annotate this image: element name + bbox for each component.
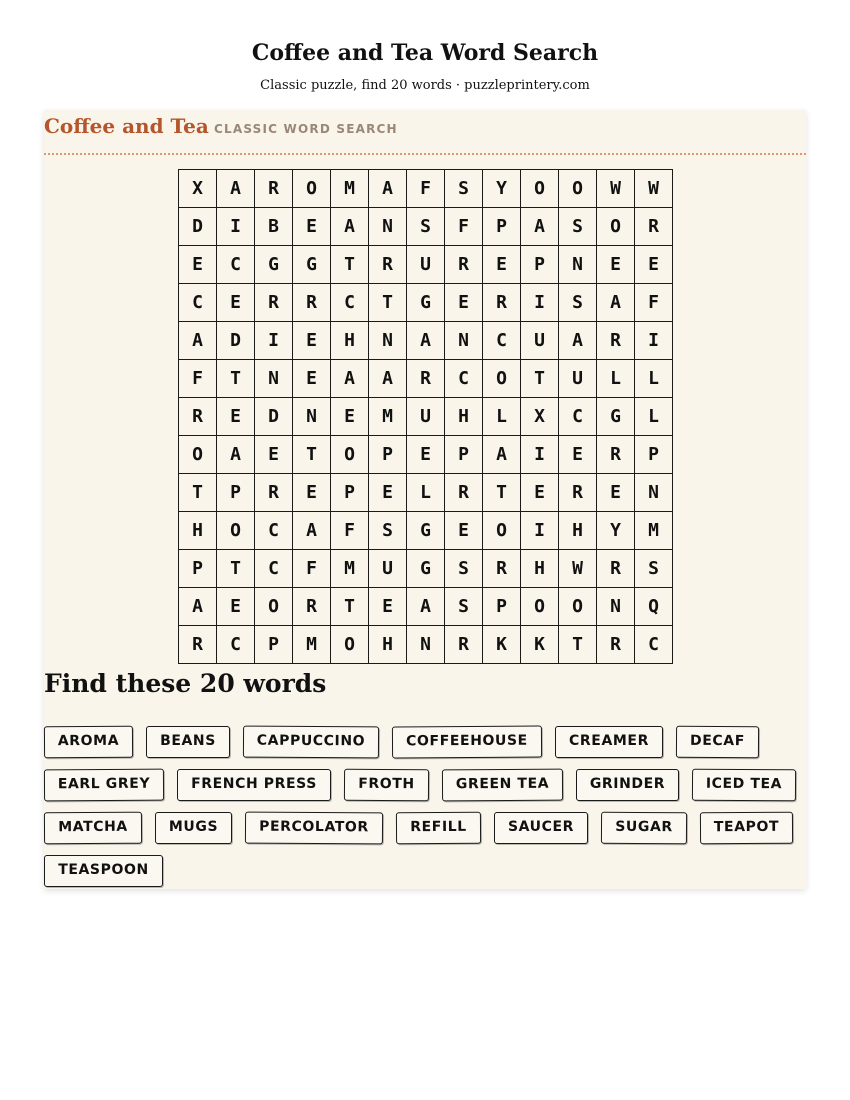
grid-cell[interactable]: F — [445, 208, 483, 246]
grid-cell[interactable]: C — [255, 550, 293, 588]
grid-cell[interactable]: E — [293, 474, 331, 512]
grid-cell[interactable]: C — [217, 246, 255, 284]
grid-cell[interactable]: G — [407, 512, 445, 550]
grid-cell[interactable]: R — [445, 474, 483, 512]
grid-cell[interactable]: K — [521, 626, 559, 664]
word-chip[interactable]: EARL GREY — [44, 769, 164, 802]
grid-cell[interactable]: G — [597, 398, 635, 436]
grid-cell[interactable]: G — [407, 284, 445, 322]
grid-cell[interactable]: N — [445, 322, 483, 360]
grid-cell[interactable]: A — [331, 360, 369, 398]
grid-cell[interactable]: R — [179, 626, 217, 664]
grid-cell[interactable]: C — [179, 284, 217, 322]
card-header — [44, 110, 806, 155]
puzzle-brand: Coffee and Tea — [44, 114, 209, 138]
word-chip[interactable]: DECAF — [676, 726, 759, 759]
grid-cell[interactable]: R — [445, 246, 483, 284]
grid-cell[interactable]: P — [521, 246, 559, 284]
grid-cell[interactable]: M — [369, 398, 407, 436]
grid-cell[interactable]: A — [179, 322, 217, 360]
grid-cell[interactable]: N — [597, 588, 635, 626]
grid-cell[interactable]: E — [521, 474, 559, 512]
grid-cell[interactable]: E — [407, 436, 445, 474]
page-subtitle: Classic puzzle, find 20 words · puzzleprintery.com — [260, 78, 590, 93]
grid-cell[interactable]: E — [597, 474, 635, 512]
grid-cell[interactable]: C — [445, 360, 483, 398]
word-chip[interactable]: SAUCER — [494, 812, 588, 844]
grid-cell[interactable]: W — [597, 170, 635, 208]
grid-cell[interactable]: M — [635, 512, 673, 550]
grid-cell[interactable]: C — [559, 398, 597, 436]
grid-cell[interactable]: P — [445, 436, 483, 474]
grid-cell[interactable]: A — [597, 284, 635, 322]
word-chip[interactable]: ICED TEA — [692, 769, 796, 802]
grid-cell[interactable]: D — [179, 208, 217, 246]
grid-cell[interactable]: I — [521, 284, 559, 322]
grid-cell[interactable]: O — [331, 436, 369, 474]
word-chip[interactable]: TEASPOON — [44, 855, 163, 887]
grid-cell[interactable]: L — [407, 474, 445, 512]
grid-cell[interactable]: S — [369, 512, 407, 550]
grid-cell[interactable]: R — [445, 626, 483, 664]
grid-cell[interactable]: H — [559, 512, 597, 550]
puzzle-kicker: CLASSIC WORD SEARCH — [214, 122, 398, 136]
grid-cell[interactable]: S — [445, 170, 483, 208]
grid-cell[interactable]: A — [369, 360, 407, 398]
grid-cell[interactable]: N — [635, 474, 673, 512]
grid-cell[interactable]: C — [483, 322, 521, 360]
grid-cell[interactable]: R — [483, 284, 521, 322]
grid-cell[interactable]: F — [331, 512, 369, 550]
grid-cell[interactable]: P — [255, 626, 293, 664]
grid-cell[interactable]: P — [217, 474, 255, 512]
grid-cell[interactable]: H — [369, 626, 407, 664]
grid-cell[interactable]: R — [635, 208, 673, 246]
grid-cell[interactable]: W — [635, 170, 673, 208]
grid-cell[interactable]: E — [369, 474, 407, 512]
grid-cell[interactable]: Q — [635, 588, 673, 626]
word-chip[interactable]: CREAMER — [555, 726, 663, 758]
grid-cell[interactable]: F — [407, 170, 445, 208]
grid-cell[interactable]: O — [217, 512, 255, 550]
grid-cell[interactable]: L — [635, 398, 673, 436]
grid-cell[interactable]: M — [331, 170, 369, 208]
grid-cell[interactable]: E — [179, 246, 217, 284]
grid-cell[interactable]: O — [521, 588, 559, 626]
grid-cell[interactable]: P — [635, 436, 673, 474]
grid-cell[interactable]: L — [597, 360, 635, 398]
word-chip[interactable]: FROTH — [344, 769, 429, 802]
word-list-heading: Find these 20 words — [44, 669, 327, 698]
grid-cell[interactable]: R — [483, 550, 521, 588]
grid-cell[interactable]: R — [293, 284, 331, 322]
grid-cell[interactable]: E — [559, 436, 597, 474]
grid-cell[interactable]: O — [559, 170, 597, 208]
grid-cell[interactable]: R — [179, 398, 217, 436]
grid-cell[interactable]: D — [217, 322, 255, 360]
grid-cell[interactable]: O — [483, 360, 521, 398]
grid-cell[interactable]: C — [635, 626, 673, 664]
word-chip[interactable]: COFFEEHOUSE — [392, 726, 542, 759]
grid-cell[interactable]: P — [179, 550, 217, 588]
grid-cell[interactable]: O — [597, 208, 635, 246]
grid-cell[interactable]: X — [521, 398, 559, 436]
grid-cell[interactable]: L — [483, 398, 521, 436]
grid-cell[interactable]: C — [331, 284, 369, 322]
grid-cell[interactable]: A — [559, 322, 597, 360]
grid-cell[interactable]: N — [369, 322, 407, 360]
grid-cell[interactable]: T — [331, 246, 369, 284]
grid-cell[interactable]: E — [483, 246, 521, 284]
word-chip[interactable]: BEANS — [146, 726, 230, 758]
grid-cell[interactable]: P — [331, 474, 369, 512]
grid-cell[interactable]: E — [445, 512, 483, 550]
grid-cell[interactable]: R — [597, 626, 635, 664]
grid-cell[interactable]: P — [369, 436, 407, 474]
grid-cell[interactable]: A — [483, 436, 521, 474]
grid-cell[interactable]: U — [559, 360, 597, 398]
grid-cell[interactable]: P — [483, 588, 521, 626]
grid-cell[interactable]: R — [255, 474, 293, 512]
grid-cell[interactable]: N — [369, 208, 407, 246]
grid-cell[interactable]: A — [407, 588, 445, 626]
grid-cell[interactable]: E — [597, 246, 635, 284]
grid-cell[interactable]: M — [331, 550, 369, 588]
grid-cell[interactable]: I — [635, 322, 673, 360]
grid-cell[interactable]: A — [179, 588, 217, 626]
grid-cell[interactable]: T — [369, 284, 407, 322]
puzzle-card — [44, 110, 806, 889]
grid-cell[interactable]: E — [293, 208, 331, 246]
grid-cell[interactable]: I — [521, 436, 559, 474]
grid-cell[interactable]: C — [255, 512, 293, 550]
grid-cell[interactable]: T — [179, 474, 217, 512]
grid-cell[interactable]: G — [407, 550, 445, 588]
grid-cell[interactable]: R — [255, 284, 293, 322]
word-chip[interactable]: REFILL — [396, 812, 481, 845]
grid-cell[interactable]: O — [559, 588, 597, 626]
word-chip[interactable]: GREEN TEA — [442, 769, 563, 802]
grid-cell[interactable]: G — [293, 246, 331, 284]
letter-grid — [178, 169, 673, 664]
word-chip[interactable]: CAPPUCCINO — [243, 726, 379, 759]
grid-cell[interactable]: E — [293, 322, 331, 360]
grid-cell[interactable]: R — [369, 246, 407, 284]
grid-cell[interactable]: O — [255, 588, 293, 626]
grid-cell[interactable]: E — [369, 588, 407, 626]
grid-cell[interactable]: P — [483, 208, 521, 246]
grid-cell[interactable]: M — [293, 626, 331, 664]
grid-cell[interactable]: S — [559, 208, 597, 246]
grid-cell[interactable]: H — [445, 398, 483, 436]
grid-cell[interactable]: T — [217, 360, 255, 398]
grid-cell[interactable]: T — [521, 360, 559, 398]
grid-cell[interactable]: B — [255, 208, 293, 246]
grid-cell[interactable]: C — [217, 626, 255, 664]
grid-cell[interactable]: N — [255, 360, 293, 398]
grid-cell[interactable]: S — [445, 588, 483, 626]
grid-cell[interactable]: I — [521, 512, 559, 550]
grid-cell[interactable]: E — [217, 398, 255, 436]
word-chip[interactable]: AROMA — [44, 726, 133, 759]
grid-cell[interactable]: E — [255, 436, 293, 474]
grid-cell[interactable]: Y — [597, 512, 635, 550]
grid-cell[interactable]: L — [635, 360, 673, 398]
grid-cell[interactable]: U — [369, 550, 407, 588]
grid-cell[interactable]: E — [331, 398, 369, 436]
grid-cell[interactable]: O — [293, 170, 331, 208]
grid-cell[interactable]: T — [559, 626, 597, 664]
grid-cell[interactable]: N — [293, 398, 331, 436]
grid-cell[interactable]: U — [407, 398, 445, 436]
grid-cell[interactable]: A — [521, 208, 559, 246]
grid-cell[interactable]: R — [407, 360, 445, 398]
word-chip[interactable]: SUGAR — [601, 812, 687, 845]
word-chip[interactable]: GRINDER — [576, 769, 679, 801]
grid-cell[interactable]: U — [407, 246, 445, 284]
grid-cell[interactable]: T — [293, 436, 331, 474]
grid-cell[interactable]: R — [597, 322, 635, 360]
grid-cell[interactable]: O — [521, 170, 559, 208]
grid-cell[interactable]: A — [331, 208, 369, 246]
grid-cell[interactable]: E — [293, 360, 331, 398]
grid-cell[interactable]: Y — [483, 170, 521, 208]
word-chip[interactable]: FRENCH PRESS — [177, 769, 331, 801]
grid-cell[interactable]: K — [483, 626, 521, 664]
grid-cell[interactable]: O — [483, 512, 521, 550]
grid-cell[interactable]: R — [597, 436, 635, 474]
grid-cell[interactable]: E — [217, 284, 255, 322]
grid-cell[interactable]: S — [559, 284, 597, 322]
word-chip[interactable]: MUGS — [155, 812, 232, 844]
grid-cell[interactable]: U — [521, 322, 559, 360]
grid-cell[interactable]: A — [217, 170, 255, 208]
grid-cell[interactable]: R — [293, 588, 331, 626]
grid-cell[interactable]: O — [179, 436, 217, 474]
grid-cell[interactable]: E — [217, 588, 255, 626]
grid-cell[interactable]: W — [559, 550, 597, 588]
grid-cell[interactable]: O — [331, 626, 369, 664]
grid-cell[interactable]: F — [635, 284, 673, 322]
grid-cell[interactable]: A — [217, 436, 255, 474]
word-chip[interactable]: MATCHA — [44, 812, 142, 845]
word-chip[interactable]: PERCOLATOR — [245, 812, 383, 845]
grid-cell[interactable]: G — [255, 246, 293, 284]
grid-cell[interactable]: H — [331, 322, 369, 360]
grid-cell[interactable]: A — [407, 322, 445, 360]
page-title: Coffee and Tea Word Search — [251, 40, 599, 66]
grid-cell[interactable]: I — [217, 208, 255, 246]
grid-cell[interactable]: H — [521, 550, 559, 588]
grid-cell[interactable]: R — [597, 550, 635, 588]
grid-cell[interactable]: N — [407, 626, 445, 664]
grid-cell[interactable]: F — [293, 550, 331, 588]
grid-cell[interactable]: S — [445, 550, 483, 588]
grid-cell[interactable]: A — [369, 170, 407, 208]
grid-cell[interactable]: T — [217, 550, 255, 588]
grid-cell[interactable]: H — [179, 512, 217, 550]
grid-cell[interactable]: R — [559, 474, 597, 512]
grid-cell[interactable]: A — [293, 512, 331, 550]
grid-cell[interactable]: S — [407, 208, 445, 246]
grid-cell[interactable]: D — [255, 398, 293, 436]
grid-cell[interactable]: T — [483, 474, 521, 512]
grid-cell[interactable]: R — [255, 170, 293, 208]
grid-cell[interactable]: S — [635, 550, 673, 588]
grid-cell[interactable]: N — [559, 246, 597, 284]
grid-cell[interactable]: F — [179, 360, 217, 398]
grid-cell[interactable]: I — [255, 322, 293, 360]
grid-cell[interactable]: E — [445, 284, 483, 322]
grid-cell[interactable]: X — [179, 170, 217, 208]
word-chip[interactable]: TEAPOT — [700, 812, 793, 845]
grid-cell[interactable]: T — [331, 588, 369, 626]
grid-cell[interactable]: E — [635, 246, 673, 284]
